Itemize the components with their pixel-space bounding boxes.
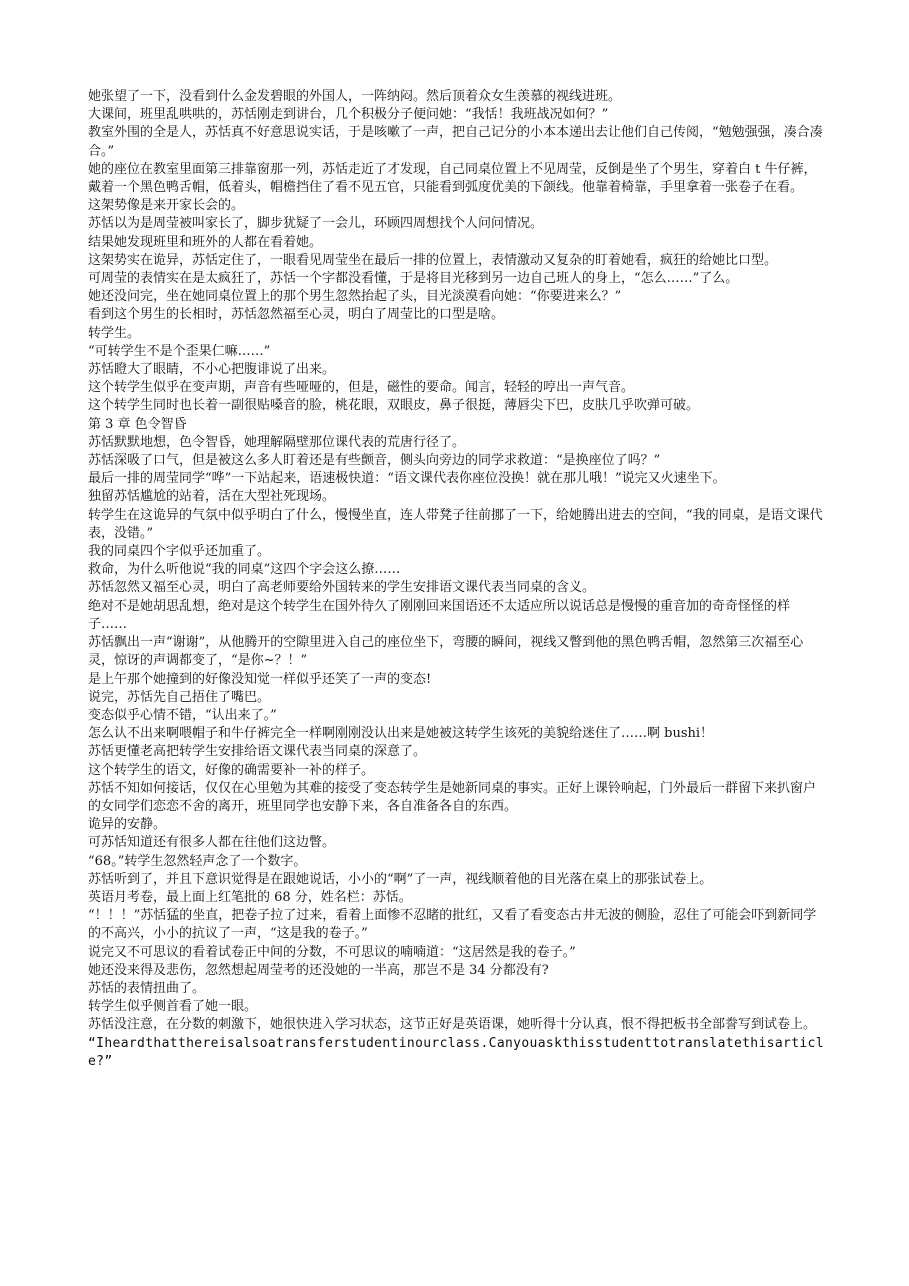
paragraph-group-1 [88, 88, 826, 416]
paragraph: “！！！”苏恬猛的坐直，把卷子拉了过来，看着上面惨不忍睹的批红，又看了看变态古井无波的侧脸，忍住了可能会吓到新同学的不高兴，小小的抗议了一声，“这是我的卷子。” [88, 908, 817, 942]
document-page [88, 88, 826, 1071]
paragraph: 苏恬不知如何接话，仅仅在心里勉为其难的接受了变态转学生是她新同桌的事实。正好上课铃响起，门外最后一群留下来扒窗户的女同学们恋恋不舍的离开，班里同学也安静下来，各自准备各自的东西。 [88, 780, 817, 814]
paragraph: 我的同桌四个字似乎还加重了。 [88, 544, 271, 560]
paragraph: 这架势像是来开家长会的。 [88, 198, 245, 214]
paragraph-group-2 [88, 434, 826, 1035]
paragraph: 诡异的安静。 [88, 817, 167, 833]
paragraph: 她张望了一下，没看到什么金发碧眼的外国人，一阵纳闷。然后顶着众女生羡慕的视线进班。 [88, 89, 622, 104]
chapter-title: 第 3 章 色令智昏 [88, 416, 187, 432]
paragraph: 是上午那个她撞到的好像没知觉一样似乎还笑了一声的变态! [88, 671, 432, 687]
paragraph: 苏恬更懂老高把转学生安排给语文课代表当同桌的深意了。 [88, 744, 427, 760]
paragraph: 可周莹的表情实在是太疯狂了，苏恬一个字都没看懂，于是将目光移到另一边自己班人的身上，“怎么……”了么。 [88, 271, 739, 287]
paragraph: 苏恬没注意，在分数的刺激下，她很快进入学习状态，这节正好是英语课，她听得十分认真，恨不得把板书全部誊写到试卷上。 [88, 1017, 817, 1033]
english-quote: “Iheardthatthereisalsoatransferstudentinourclass.Canyouaskthisstudenttotranslatethisarticle?” [88, 1035, 824, 1069]
paragraph: 救命，为什么听他说“我的同桌”这四个字会这么撩…… [88, 562, 401, 578]
paragraph: 苏恬深吸了口气，但是被这么多人盯着还是有些颤音，侧头向旁边的同学求救道：“是换座位了吗？” [88, 453, 661, 469]
paragraph: 转学生在这诡异的气氛中似乎明白了什么，慢慢坐直，连人带凳子往前挪了一下，给她腾出进去的空间，“我的同桌，是语文课代表，没错。” [88, 507, 823, 541]
paragraph: “68。”转学生忽然轻声念了一个数字。 [88, 853, 307, 869]
paragraph: 苏恬瞪大了眼睛，不小心把腹诽说了出来。 [88, 362, 336, 378]
paragraph: 她还没问完，坐在她同桌位置上的那个男生忽然抬起了头，目光淡漠看向她：“你要进来么？” [88, 289, 622, 305]
paragraph: 这个转学生似乎在变声期，声音有些哑哑的，但是，磁性的要命。闻言，轻轻的哼出一声气音。 [88, 380, 635, 396]
paragraph: 转学生。 [88, 325, 141, 341]
paragraph: 可苏恬知道还有很多人都在往他们这边瞥。 [88, 835, 336, 851]
paragraph: 看到这个男生的长相时，苏恬忽然福至心灵，明白了周莹比的口型是啥。 [88, 307, 505, 323]
paragraph: 说完又不可思议的看着试卷正中间的分数，不可思议的喃喃道：“这居然是我的卷子。” [88, 944, 576, 960]
paragraph: 苏恬飘出一声“谢谢”，从他腾开的空隙里进入自己的座位坐下，弯腰的瞬间，视线又瞥到他的黑色鸭舌帽，忽然第三次福至心灵，惊讶的声调都变了，“是你~？！” [88, 635, 804, 669]
paragraph: 苏恬默默地想，色令智昏，她理解隔壁那位课代表的荒唐行径了。 [88, 434, 466, 450]
paragraph: “可转学生不是个歪果仁嘛……” [88, 343, 271, 359]
paragraph: 绝对不是她胡思乱想，绝对是这个转学生在国外待久了刚刚回来国语还不太适应所以说话总是慢慢的重音加的奇奇怪怪的样子…… [88, 598, 791, 632]
paragraph: 变态似乎心情不错，“认出来了。” [88, 707, 277, 723]
paragraph: 大课间，班里乱哄哄的，苏恬刚走到讲台，几个积极分子便问她：“我恬！我班战况如何？” [88, 107, 609, 123]
paragraph: 这个转学生的语文，好像的确需要补一补的样子。 [88, 762, 375, 778]
paragraph: 她还没来得及悲伤，忽然想起周莹考的还没她的一半高，那岂不是 34 分都没有? [88, 962, 549, 978]
paragraph: 英语月考卷，最上面上红笔批的 68 分，姓名栏：苏恬。 [88, 889, 412, 905]
paragraph: 苏恬忽然又福至心灵，明白了高老师要给外国转来的学生安排语文课代表当同桌的含义。 [88, 580, 596, 596]
paragraph: 这架势实在诡异，苏恬定住了，一眼看见周莹坐在最后一排的位置上，表情激动又复杂的盯着她看，疯狂的给她比口型。 [88, 252, 778, 268]
paragraph: 这个转学生同时也长着一副很贴嗓音的脸，桃花眼，双眼皮，鼻子很挺，薄唇尖下巴，皮肤几乎吹弹可破。 [88, 398, 700, 414]
paragraph: 她的座位在教室里面第三排靠窗那一列，苏恬走近了才发现，自己同桌位置上不见周莹，反倒是坐了个男生，穿着白 t 牛仔裤，戴着一个黑色鸭舌帽，低着头，帽檐挡住了看不见五官，只能看到弧度优美的下颌线。他靠着椅靠，手里拿着一张卷子在看。 [88, 161, 817, 196]
paragraph: 独留苏恬尴尬的站着，活在大型社死现场。 [88, 489, 336, 505]
paragraph: 结果她发现班里和班外的人都在看着她。 [88, 234, 323, 250]
paragraph: 说完，苏恬先自己捂住了嘴巴。 [88, 689, 271, 705]
paragraph: 苏恬的表情扭曲了。 [88, 980, 206, 996]
paragraph: 苏恬以为是周莹被叫家长了，脚步犹疑了一会儿，环顾四周想找个人问问情况。 [88, 216, 544, 232]
paragraph: 教室外围的全是人，苏恬真不好意思说实话，于是咳嗽了一声，把自己记分的小本本递出去让他们自己传阅，“勉勉强强，凑合凑合。” [88, 125, 823, 159]
paragraph: 怎么认不出来啊喂帽子和牛仔裤完全一样啊刚刚没认出来是她被这转学生该死的美貌给迷住了……啊 bushi！ [88, 726, 714, 742]
paragraph: 转学生似乎侧首看了她一眼。 [88, 999, 258, 1015]
paragraph: 最后一排的周莹同学“哗”一下站起来，语速极快道：“语文课代表你座位没换！就在那儿哦！”说完又火速坐下。 [88, 471, 726, 487]
paragraph: 苏恬听到了，并且下意识觉得是在跟她说话，小小的“啊”了一声，视线顺着他的目光落在桌上的那张试卷上。 [88, 871, 713, 887]
